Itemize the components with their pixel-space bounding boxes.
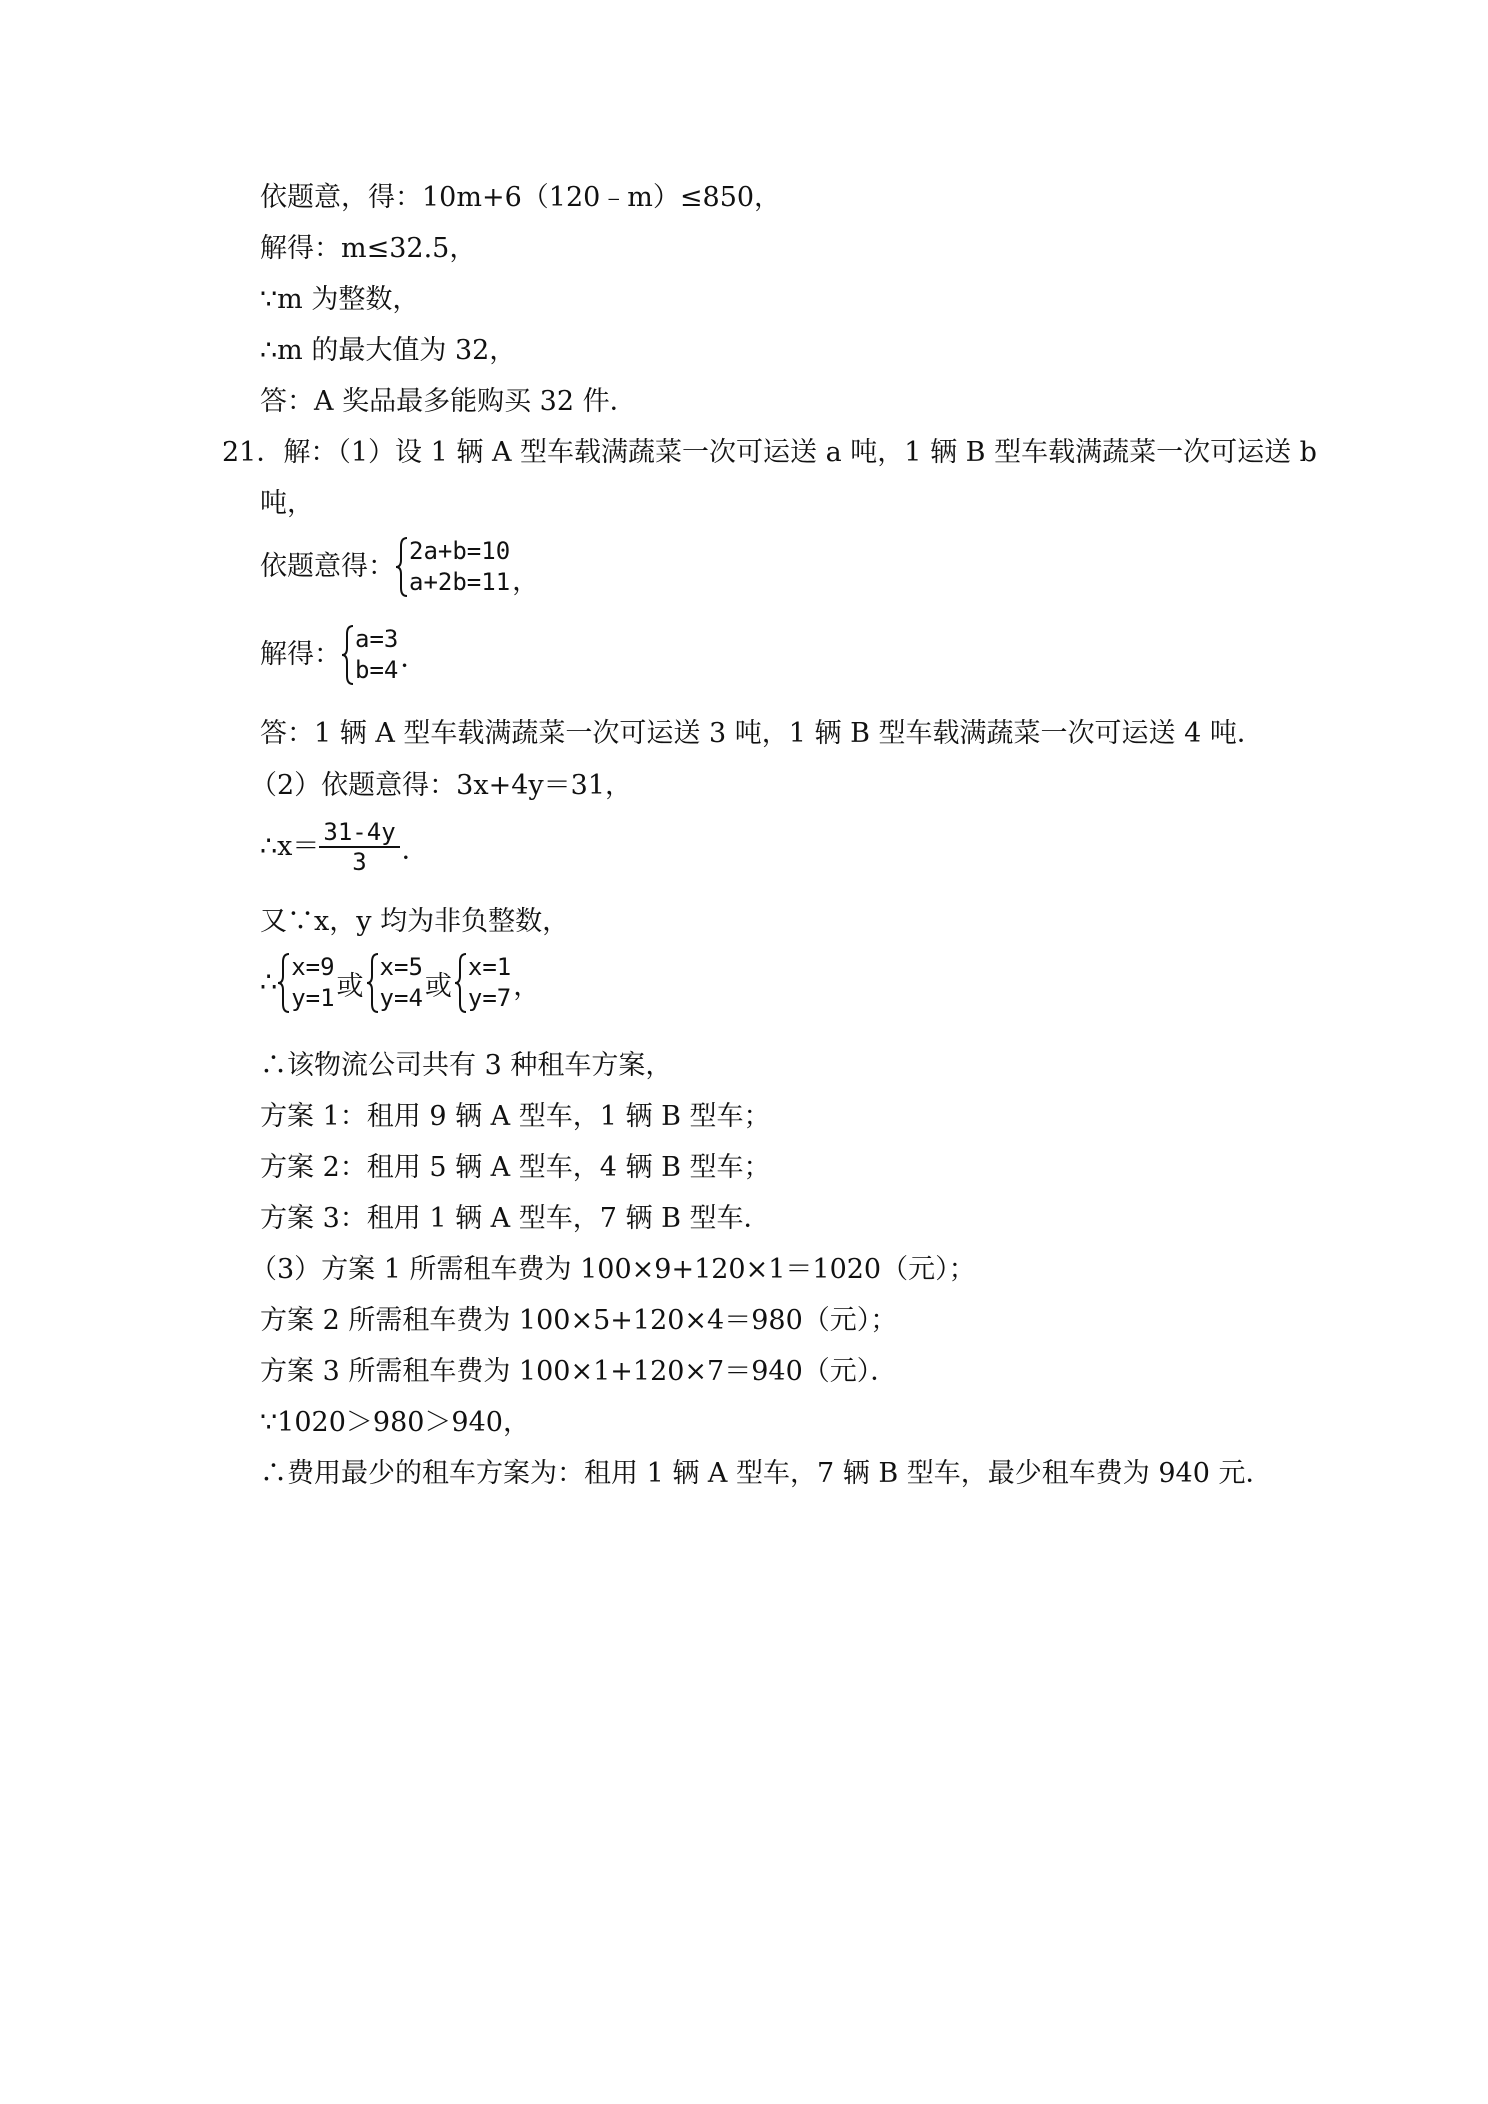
text-prefix: 解得： (260, 639, 341, 670)
equation-stack (468, 952, 511, 1014)
equation-stack (291, 952, 334, 1014)
fraction-expression (260, 818, 431, 876)
text-prefix: 依题意得： (260, 551, 395, 582)
left-brace (454, 952, 468, 1014)
text-line: 答：1 辆 A 型车载满蔬菜一次可运送 3 吨，1 辆 B 型车载满蔬菜一次可运送 4 吨． (260, 718, 1264, 749)
text-prefix: ∴ (260, 967, 278, 998)
fraction-numerator: 31-4y (319, 818, 399, 848)
text-line: （3）方案 1 所需租车费为 100×9+120×1＝1020（元）； (250, 1254, 976, 1285)
text-line: ∴费用最少的租车方案为：租用 1 辆 A 型车，7 辆 B 型车，最少租车费为 940 元． (260, 1458, 1273, 1489)
text-line: 方案 3：租用 1 辆 A 型车，7 辆 B 型车． (260, 1203, 771, 1234)
equation-solution-1 (260, 624, 429, 686)
equation: x=1 (467, 953, 512, 981)
punct: ， (513, 970, 541, 1002)
punct: ． (400, 642, 428, 674)
fraction (319, 818, 399, 876)
text-line: 解得：m≤32.5， (260, 233, 477, 264)
equation-stack (409, 536, 510, 598)
text-line: ∴m 的最大值为 32， (260, 335, 517, 366)
equation: 2a+b=10 (409, 537, 511, 565)
equation-stack (380, 952, 423, 1014)
solution-cases (260, 952, 542, 1014)
left-brace (277, 952, 291, 1014)
text-line: 又∵x，y 均为非负整数， (260, 906, 570, 937)
fraction-denominator: 3 (352, 848, 367, 876)
or-word: 或 (424, 970, 452, 1002)
left-brace (341, 624, 355, 686)
text-line: ∵m 为整数， (260, 284, 420, 315)
text-line: 方案 2 所需租车费为 100×5+120×4＝980（元）； (260, 1305, 898, 1336)
left-brace (366, 952, 380, 1014)
question-21-heading: 21．解：（1）设 1 辆 A 型车载满蔬菜一次可运送 a 吨，1 辆 B 型车载满蔬菜一次可运送 b (222, 437, 1317, 468)
text-line: 依题意，得：10m+6（120﹣m）≤850， (260, 182, 782, 213)
equation-system-1 (260, 536, 541, 598)
equation: a+2b=11 (409, 568, 511, 596)
punct: ， (512, 566, 540, 597)
equation: x=5 (379, 953, 423, 981)
text-line: 吨， (260, 488, 314, 519)
equation: x=9 (291, 953, 335, 981)
text-line: 方案 3 所需租车费为 100×1+120×7＝940（元）． (260, 1356, 898, 1387)
equation: y=4 (379, 984, 423, 1012)
text-line: ∵1020＞980＞940， (260, 1407, 530, 1438)
equation: b=4 (355, 656, 399, 684)
equation: a=3 (355, 625, 399, 653)
text-line: ∴该物流公司共有 3 种租车方案， (260, 1050, 673, 1081)
text-line: （2）依题意得：3x+4y＝31， (250, 770, 632, 801)
text-prefix: ∴x＝ (260, 831, 320, 862)
equation: y=1 (291, 984, 335, 1012)
text-line: 方案 2：租用 5 辆 A 型车，4 辆 B 型车； (260, 1152, 771, 1183)
text-line: 答：A 奖品最多能购买 32 件． (260, 386, 637, 417)
equation-stack (355, 624, 398, 686)
text-line: 方案 1：租用 9 辆 A 型车，1 辆 B 型车； (260, 1101, 771, 1132)
or-word: 或 (336, 970, 364, 1002)
left-brace (395, 536, 409, 598)
punct: ． (401, 834, 429, 866)
equation: y=7 (467, 984, 512, 1012)
